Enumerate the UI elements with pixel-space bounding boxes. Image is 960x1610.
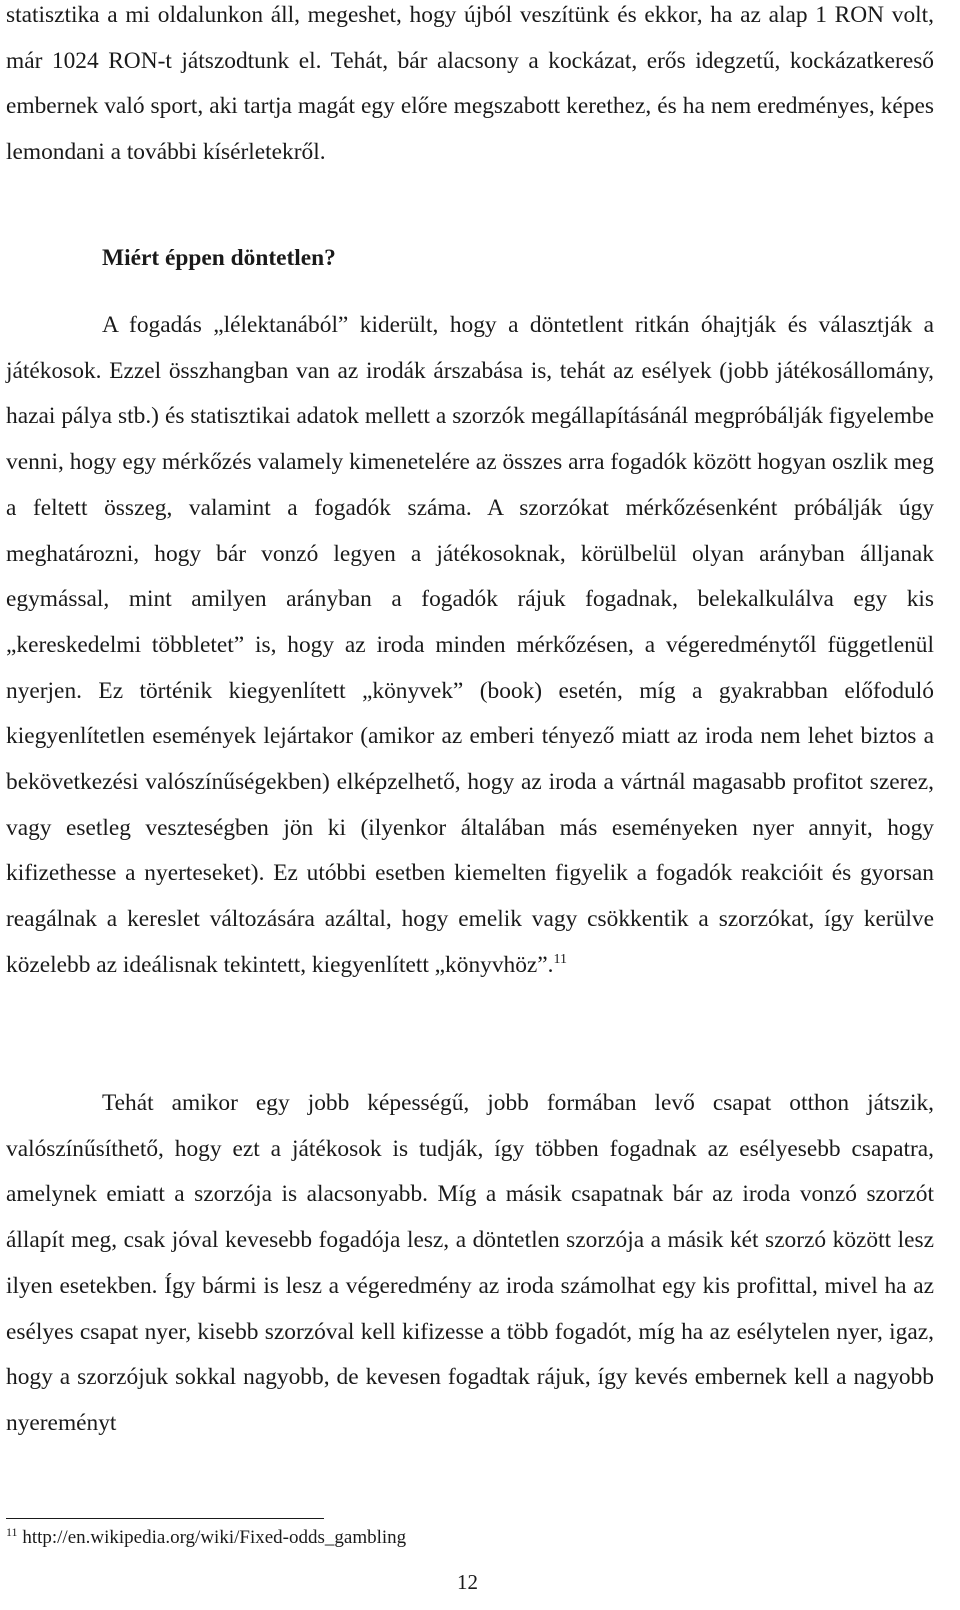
- body-paragraph: statisztika a mi oldalunkon áll, megeshet, hogy újból veszítünk és ekkor, ha az alap 1 RON volt, már 1024 RON-t játszodtunk el. Tehát, bár alacsony a kockázat, erős idegzetű, kockázatkereső embernek való sport, aki tartja magát egy előre megszabott kerethez, és ha nem eredményes, képes lemondani a további kísérletekről.: [6, 2, 934, 166]
- footnote-separator: [6, 1518, 324, 1519]
- footnote-reference[interactable]: 11: [553, 951, 568, 967]
- section-heading: Miért éppen döntetlen?: [102, 245, 336, 271]
- body-paragraph: [6, 303, 934, 989]
- footnote-number: 11: [6, 1525, 18, 1539]
- paragraph-text: A fogadás „lélektanából” kiderült, hogy a döntetlent ritkán óhajtják és választják a játékosok. Ezzel összhangban van az irodák árszabása is, tehát az esélyek (jobb játékosállomány, hazai pálya stb.) és statisztikai adatok mellett a szorzók megállapításánál megpróbálják figyelembe venni, hogy egy mérkőzés valamely kimenetelére az összes arra fogadók között hogyan oszlik meg a feltett összeg, valamint a fogadók száma. A szorzókat mérkőzésenként próbálják úgy meghatározni, hogy bár vonzó legyen a játékosoknak, körülbelül olyan arányban álljanak egymással, mint amilyen arányban a fogadók rájuk fogadnak, belekalkulálva egy kis „kereskedelmi többletet” is, hogy az iroda minden mérkőzésen, a végeredménytől függetlenül nyerjen. Ez történik kiegyenlített „könyvek” (book) esetén, míg a gyakrabban előfoduló kiegyenlítetlen események lejártakor (amikor az emberi tényező miatt az iroda nem lehet biztos a bekövetkezési valószínűségekben) elképzelhető, hogy az iroda a vártnál magasabb profitot szerez, vagy esetleg veszteségben jön ki (ilyenkor általában más eseményeken nyer annyit, hogy kifizethesse a nyerteseket). Ez utóbbi esetben kiemelten figyelik a fogadók reakcióit és gyorsan reagálnak a kereslet változására azáltal, hogy emelik vagy csökkentik a szorzókat, így kerülve közelebb az ideálisnak tekintett, kiegyenlített „könyvhöz”.: [6, 312, 934, 978]
- footnote-link[interactable]: http://en.wikipedia.org/wiki/Fixed-odds_gambling: [22, 1527, 407, 1548]
- body-paragraph: Tehát amikor egy jobb képességű, jobb formában levő csapat otthon játszik, valószínűsíthető, hogy ezt a játékosok is tudják, így többen fogadnak az esélyesebb csapatra, amelynek emiatt a szorzója is alacsonyabb. Míg a másik csapatnak bár az iroda vonzó szorzót állapít meg, csak jóval kevesebb fogadója lesz, a döntetlen szorzója a másik két szorzó között lesz ilyen esetekben. Így bármi is lesz a végeredmény az iroda számolhat egy kis profittal, mivel ha az esélyes csapat nyer, kisebb szorzóval kell kifizesse a több fogadót, míg ha az esélytelen nyer, igaz, hogy a szorzójuk sokkal nagyobb, de kevesen fogadtak rájuk, így kevés embernek kell a nagyobb nyereményt: [6, 1090, 934, 1436]
- page-number: 12: [457, 1570, 478, 1594]
- footnote: [6, 1524, 406, 1552]
